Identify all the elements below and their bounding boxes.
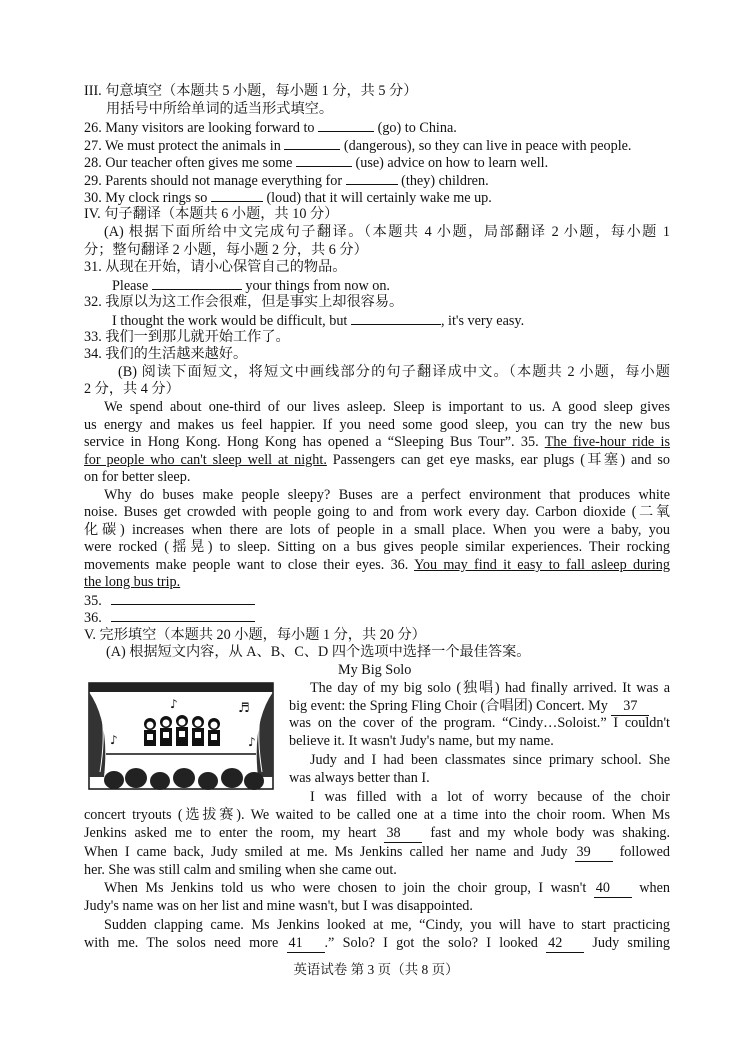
section-3-instruction: 用括号中所给单词的适当形式填空。 [106,101,334,117]
blank-41[interactable]: 41 [287,935,325,953]
passage-line: noise. Buses get crowded with people going to and from work every day. Carbon dioxide (二氧 [84,504,670,520]
section-5-heading: V. 完形填空（本题共 20 小题，每小题 1 分，共 20 分） [84,627,426,643]
question-text: (they) children. [401,173,489,189]
question-29 [84,172,489,190]
question-34-chinese: 34. 我们的生活越来越好。 [84,346,248,362]
question-31-english [112,277,390,295]
question-text: Please [112,278,149,294]
section-5-instruction: (A) 根据短文内容，从 A、B、C、D 四个选项中选择一个最佳答案。 [106,644,531,660]
answer-35 [84,592,255,610]
passage-line: Why do buses make people sleepy? Buses are a perfect environment that produces white [104,487,670,503]
passage-line: on for better sleep. [84,469,191,485]
underlined-sentence-35: for people who can't sleep well at night. [84,452,327,468]
passage-title: My Big Solo [338,662,412,678]
cloze-line [84,844,670,862]
part-a-instruction-line2: 分；整句翻译 2 小题，每小题 2 分，共 6 分） [84,242,368,258]
answer-label: 36. [84,610,102,626]
answer-blank[interactable] [152,277,242,290]
cloze-line: Judy and I had been classmates since primary school. She [310,752,670,768]
page-footer: 英语试卷 第 3 页（共 8 页） [293,962,459,977]
question-text: 26. Many visitors are looking forward to [84,120,315,136]
cloze-text: when [639,880,670,896]
answer-label: 35. [84,593,102,609]
question-text: your things from now on. [245,278,390,294]
blank-40[interactable]: 40 [594,880,632,898]
section-4-heading: IV. 句子翻译（本题共 6 小题，共 10 分） [84,206,339,222]
question-32-english [112,312,524,330]
cloze-line: Sudden clapping came. Ms Jenkins looked at me, “Cindy, you will have to start practicing [104,917,670,933]
cloze-line: was on the cover of the program. “Cindy…Soloist.” I couldn't [289,715,670,731]
cloze-text: When I came back, Judy smiled at me. Ms Jenkins called her name and Judy [84,844,568,860]
answer-blank[interactable] [211,189,263,202]
answer-blank[interactable] [111,592,255,605]
passage-line [84,452,670,469]
question-text: 27. We must protect the animals in [84,138,281,154]
cloze-line [84,935,670,953]
blank-37[interactable]: 37 [611,698,649,716]
answer-blank[interactable] [346,172,398,185]
passage-line: 化碳) increases when there are lots of people in a small place. When you were a baby, you [84,522,670,538]
question-text: 29. Parents should not manage everything for [84,173,343,189]
cloze-line [104,880,670,898]
question-text: I thought the work would be difficult, but [112,313,348,329]
cloze-line [289,698,649,716]
cloze-line: her. She was still calm and smiling when she came out. [84,862,397,878]
svg-text:♪: ♪ [110,733,118,747]
cloze-line: concert tryouts (选拔赛). We waited to be called one at a time into the choir room. When Ms [84,807,670,823]
question-31-chinese: 31. 从现在开始，请小心保管自己的物品。 [84,259,347,275]
question-text: , it's very easy. [440,313,525,329]
underlined-sentence-35: The five-hour ride is [544,434,671,450]
cloze-text: .” Solo? I got the solo? I looked [324,935,538,951]
blank-42[interactable]: 42 [546,935,584,953]
question-text: (dangerous), so they can live in peace with people. [343,138,632,154]
passage-text: Passengers can get eye masks, ear plugs (耳塞) and so [332,452,671,468]
cloze-text: big event: the Spring Fling Choir (合唱团) Concert. My [289,698,608,714]
svg-text:♬: ♬ [238,701,250,716]
passage-line [84,434,670,451]
cloze-text: fast and my whole body was shaking. [430,825,670,841]
passage-line: were rocked (摇晃) to sleep. Sitting on a bus gives people similar experiences. Their rocking [84,539,670,555]
underlined-sentence-36: the long bus trip. [84,574,181,590]
section-3-heading: III. 句意填空（本题共 5 小题，每小题 1 分，共 5 分） [84,83,418,99]
cloze-line: Judy's name was on her list and mine wasn't, but I was disappointed. [84,898,473,914]
cloze-text: followed [619,844,670,860]
question-text: (loud) that it will certainly wake me up. [266,190,492,206]
answer-blank[interactable] [111,609,255,622]
cloze-text: Jenkins asked me to enter the room, my heart [84,825,377,841]
question-30 [84,189,492,207]
cloze-text: Judy smiling [592,935,670,951]
cloze-line: I was filled with a lot of worry because of the choir [310,789,670,805]
part-a-instruction-line1: (A) 根据下面所给中文完成句子翻译。（本题共 4 小题，局部翻译 2 小题，每小题 1 [104,224,670,240]
question-26 [84,119,457,137]
question-text: (go) to China. [377,120,457,136]
answer-blank[interactable] [296,154,352,167]
choir-stage-illustration [88,682,274,790]
answer-36 [84,609,255,627]
cloze-line: The day of my big solo (独唱) had finally arrived. It was a [310,680,670,696]
question-32-chinese: 32. 我原以为这工作会很难，但是事实上却很容易。 [84,294,404,310]
cloze-text: with me. The solos need more [84,935,279,951]
svg-text:♪: ♪ [248,735,256,749]
question-text: 30. My clock rings so [84,190,208,206]
svg-text:♪: ♪ [170,697,178,711]
passage-line: We spend about one-third of our lives asleep. Sleep is important to us. A good sleep gives [104,399,670,415]
passage-text: movements make people want to close their eyes. 36. [84,557,409,573]
answer-blank[interactable] [284,137,340,150]
answer-blank[interactable] [351,312,441,325]
cloze-line: was always better than I. [289,770,430,786]
passage-line: us energy and makes us feel happier. If you need some good sleep, you can try the new bus [84,417,670,433]
question-text: 28. Our teacher often gives me some [84,155,293,171]
question-33-chinese: 33. 我们一到那儿就开始工作了。 [84,329,290,345]
cloze-text: When Ms Jenkins told us who were chosen to join the choir group, I wasn't [104,880,587,896]
question-27 [84,137,631,155]
cloze-line [84,825,670,843]
part-b-instruction-line2: 2 分，共 4 分） [84,381,180,397]
question-28 [84,154,548,172]
part-b-instruction-line1: (B) 阅读下面短文，将短文中画线部分的句子翻译成中文。（本题共 2 小题，每小题 [118,364,670,380]
passage-line [84,574,180,591]
underlined-sentence-36: You may find it easy to fall asleep during [414,557,670,573]
blank-38[interactable]: 38 [384,825,422,843]
passage-text: service in Hong Kong. Hong Kong has opened a “Sleeping Bus Tour”. 35. [84,434,539,450]
passage-line [84,557,670,574]
blank-39[interactable]: 39 [575,844,613,862]
question-text: (use) advice on how to learn well. [355,155,549,171]
cloze-line: believe it. It wasn't Judy's name, but my name. [289,733,554,749]
answer-blank[interactable] [318,119,374,132]
